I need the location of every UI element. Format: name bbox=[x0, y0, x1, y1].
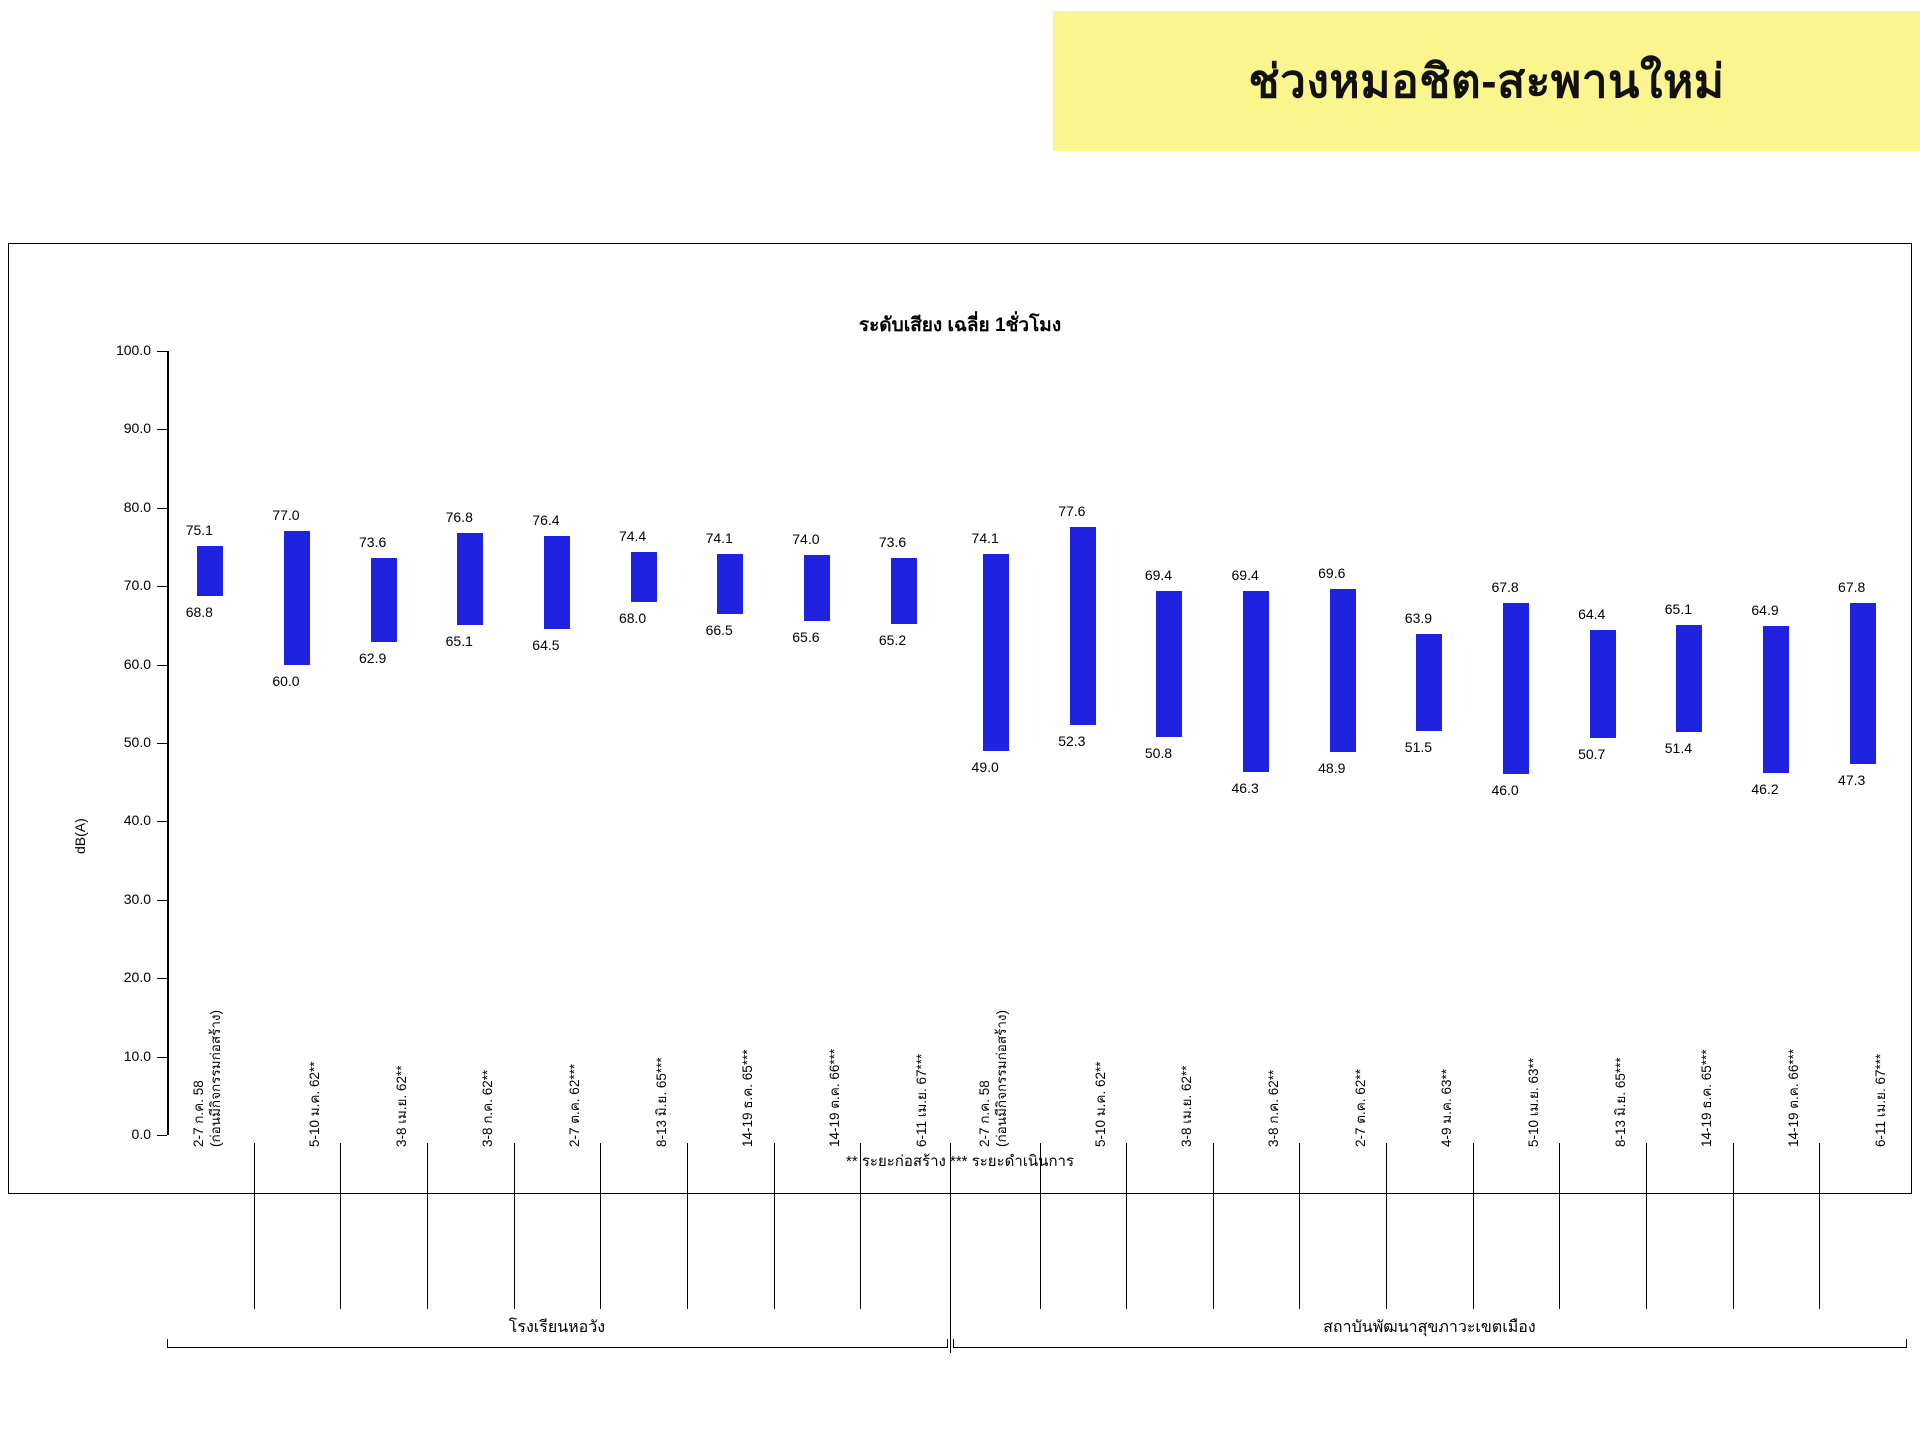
x-axis-category-line: (ก่อนมีกิจกรรมก่อสร้าง) bbox=[994, 1009, 1010, 1147]
bar-min-label: 46.0 bbox=[1491, 782, 1519, 799]
bar-min-label: 52.3 bbox=[1058, 732, 1086, 749]
bar-min-label: 48.9 bbox=[1318, 759, 1346, 776]
x-axis-category-label: 3-8 ก.ค. 62** bbox=[480, 1069, 496, 1147]
bar-max-label: 76.8 bbox=[445, 508, 473, 525]
bar bbox=[1070, 527, 1096, 725]
y-axis-tick-label: 60.0 bbox=[123, 655, 151, 672]
bar-max-label: 76.4 bbox=[532, 512, 560, 529]
bar-max-label: 69.6 bbox=[1318, 565, 1346, 582]
bar-max-label: 74.4 bbox=[618, 527, 647, 544]
bar-min-label: 68.8 bbox=[185, 603, 213, 620]
y-axis-tick-label: 80.0 bbox=[123, 498, 151, 515]
bar-min-label: 65.1 bbox=[445, 632, 473, 649]
bar-min-label: 49.0 bbox=[971, 758, 999, 775]
group-tick bbox=[953, 1339, 954, 1348]
bar bbox=[631, 552, 657, 602]
bar bbox=[1330, 589, 1356, 751]
bar-max-label: 69.4 bbox=[1231, 566, 1259, 583]
bar bbox=[717, 554, 743, 614]
bar-max-label: 74.1 bbox=[705, 530, 733, 547]
x-axis-category-label: 8-13 มิ.ย. 65*** bbox=[1612, 1057, 1628, 1147]
bar-min-label: 65.2 bbox=[878, 631, 907, 648]
y-axis-tick-label: 0.0 bbox=[131, 1126, 151, 1142]
bar-max-label: 74.0 bbox=[792, 530, 820, 547]
x-axis-category-label: 2-7 ต.ค. 62*** bbox=[566, 1063, 582, 1147]
x-axis-category-label: 3-8 เม.ย. 62** bbox=[1179, 1065, 1195, 1147]
y-axis-tick bbox=[157, 1135, 167, 1136]
bar bbox=[1416, 634, 1442, 731]
slide-title: ช่วงหมอชิต-สะพานใหม่ bbox=[1248, 54, 1725, 107]
y-axis-tick bbox=[157, 665, 167, 666]
bar bbox=[983, 554, 1009, 751]
group-label: สถาบันพัฒนาสุขภาวะเขตเมือง bbox=[1323, 1319, 1536, 1336]
x-axis-category-label: 2-7 ต.ค. 62** bbox=[1352, 1069, 1368, 1147]
y-axis-tick-label: 50.0 bbox=[123, 734, 151, 750]
y-axis-tick bbox=[157, 978, 167, 979]
y-axis-tick-label: 100.0 bbox=[115, 342, 151, 358]
y-axis-tick bbox=[157, 508, 167, 509]
group-tick bbox=[1906, 1339, 1907, 1348]
bar bbox=[457, 533, 483, 625]
x-axis-category-label: 14-19 ต.ค. 66*** bbox=[826, 1048, 842, 1147]
y-axis-tick bbox=[157, 900, 167, 901]
group-tick bbox=[947, 1339, 948, 1348]
bar bbox=[284, 531, 310, 664]
bar bbox=[1763, 626, 1789, 773]
bar-max-label: 69.4 bbox=[1144, 566, 1173, 583]
bar-max-label: 77.6 bbox=[1058, 502, 1086, 519]
y-axis-tick-label: 10.0 bbox=[123, 1047, 151, 1064]
x-axis-category-line: 2-7 ก.ค. 58 bbox=[191, 1080, 207, 1147]
bar bbox=[197, 546, 223, 595]
bar-min-label: 50.7 bbox=[1578, 745, 1606, 762]
x-axis-category-label: 5-10 ม.ค. 62** bbox=[1092, 1061, 1108, 1147]
bar bbox=[804, 555, 830, 621]
bar-max-label: 74.1 bbox=[971, 530, 999, 547]
bar bbox=[1590, 630, 1616, 737]
x-axis-category-label: 5-10 ม.ค. 62** bbox=[306, 1061, 322, 1147]
x-axis-category-label: 14-19 ต.ค. 66*** bbox=[1786, 1048, 1802, 1147]
bar-max-label: 75.1 bbox=[185, 522, 213, 539]
y-axis-tick bbox=[157, 586, 167, 587]
y-axis-tick bbox=[157, 821, 167, 822]
bar-max-label: 64.9 bbox=[1751, 602, 1779, 619]
bar bbox=[371, 558, 397, 642]
x-axis-category-label: 4-9 ม.ค. 63** bbox=[1439, 1069, 1455, 1147]
chart-frame bbox=[8, 243, 1912, 1336]
x-axis-category-label: 3-8 เม.ย. 62** bbox=[393, 1065, 409, 1147]
bar-max-label: 73.6 bbox=[359, 533, 387, 550]
bar-min-label: 51.4 bbox=[1664, 740, 1692, 757]
bar-min-label: 68.0 bbox=[618, 609, 647, 626]
title-banner bbox=[1053, 11, 1920, 151]
bar-min-label: 64.5 bbox=[532, 637, 560, 654]
chart-title: ระดับเสียง เฉลี่ย 1ชั่วโมง bbox=[858, 315, 1062, 336]
bar-max-label: 65.1 bbox=[1664, 600, 1692, 617]
bar-min-label: 65.6 bbox=[792, 628, 820, 645]
x-axis-category-label bbox=[976, 1010, 1010, 1147]
group-baseline bbox=[953, 1347, 1906, 1348]
group-tick bbox=[167, 1339, 168, 1348]
bar bbox=[544, 536, 570, 629]
bar-max-label: 67.8 bbox=[1838, 579, 1866, 596]
y-axis-tick-label: 40.0 bbox=[123, 812, 151, 829]
x-axis-category-label bbox=[190, 1010, 224, 1147]
y-axis-tick-label: 70.0 bbox=[123, 577, 151, 594]
category-separator bbox=[950, 1143, 951, 1353]
y-axis-tick-label: 30.0 bbox=[123, 890, 151, 907]
x-axis-category-label: 8-13 มิ.ย. 65*** bbox=[653, 1057, 669, 1147]
bar bbox=[891, 558, 917, 624]
y-axis-tick-label: 20.0 bbox=[123, 969, 151, 986]
bar-max-label: 63.9 bbox=[1404, 610, 1433, 627]
bar-max-label: 67.8 bbox=[1491, 579, 1519, 596]
bar-max-label: 77.0 bbox=[272, 507, 300, 524]
bar-min-label: 46.2 bbox=[1751, 780, 1779, 797]
bar-min-label: 50.8 bbox=[1144, 744, 1173, 761]
y-axis-tick bbox=[157, 429, 167, 430]
y-axis-tick bbox=[157, 1057, 167, 1058]
x-axis-category-label: 6-11 เม.ย. 67*** bbox=[1872, 1053, 1888, 1147]
group-label: โรงเรียนหอวัง bbox=[508, 1319, 606, 1336]
y-axis-title: dB(A) bbox=[72, 818, 88, 854]
x-axis-category-label: 5-10 เม.ย. 63** bbox=[1526, 1058, 1542, 1147]
bar-min-label: 46.3 bbox=[1231, 780, 1259, 796]
chart-footnote: ** ระยะก่อสร้าง *** ระยะดำเนินการ bbox=[845, 1153, 1075, 1170]
bar bbox=[1676, 625, 1702, 732]
bar-max-label: 73.6 bbox=[878, 533, 907, 550]
bar-min-label: 60.0 bbox=[272, 672, 300, 689]
y-axis-tick bbox=[157, 743, 167, 744]
x-axis-category-line: (ก่อนมีกิจกรรมก่อสร้าง) bbox=[208, 1009, 224, 1147]
bar bbox=[1243, 591, 1269, 772]
bar-max-label: 64.4 bbox=[1578, 606, 1606, 623]
y-axis-line bbox=[167, 351, 169, 1135]
bar bbox=[1156, 591, 1182, 737]
y-axis-tick-label: 90.0 bbox=[123, 420, 151, 437]
group-baseline bbox=[167, 1347, 947, 1348]
bar bbox=[1850, 603, 1876, 764]
x-axis-category-label: 3-8 ก.ค. 62** bbox=[1266, 1069, 1282, 1147]
bar-min-label: 51.5 bbox=[1404, 739, 1433, 756]
x-axis-category-label: 6-11 เม.ย. 67*** bbox=[913, 1053, 929, 1147]
bar bbox=[1503, 603, 1529, 774]
x-axis-category-label: 14-19 ธ.ค. 65*** bbox=[740, 1049, 756, 1147]
bar-min-label: 66.5 bbox=[705, 621, 733, 638]
y-axis-tick bbox=[157, 351, 167, 352]
x-axis-category-line: 2-7 ก.ค. 58 bbox=[977, 1080, 993, 1147]
bar-min-label: 62.9 bbox=[359, 649, 387, 666]
x-axis-category-label: 14-19 ธ.ค. 65*** bbox=[1699, 1049, 1715, 1147]
bar-min-label: 47.3 bbox=[1838, 772, 1866, 789]
